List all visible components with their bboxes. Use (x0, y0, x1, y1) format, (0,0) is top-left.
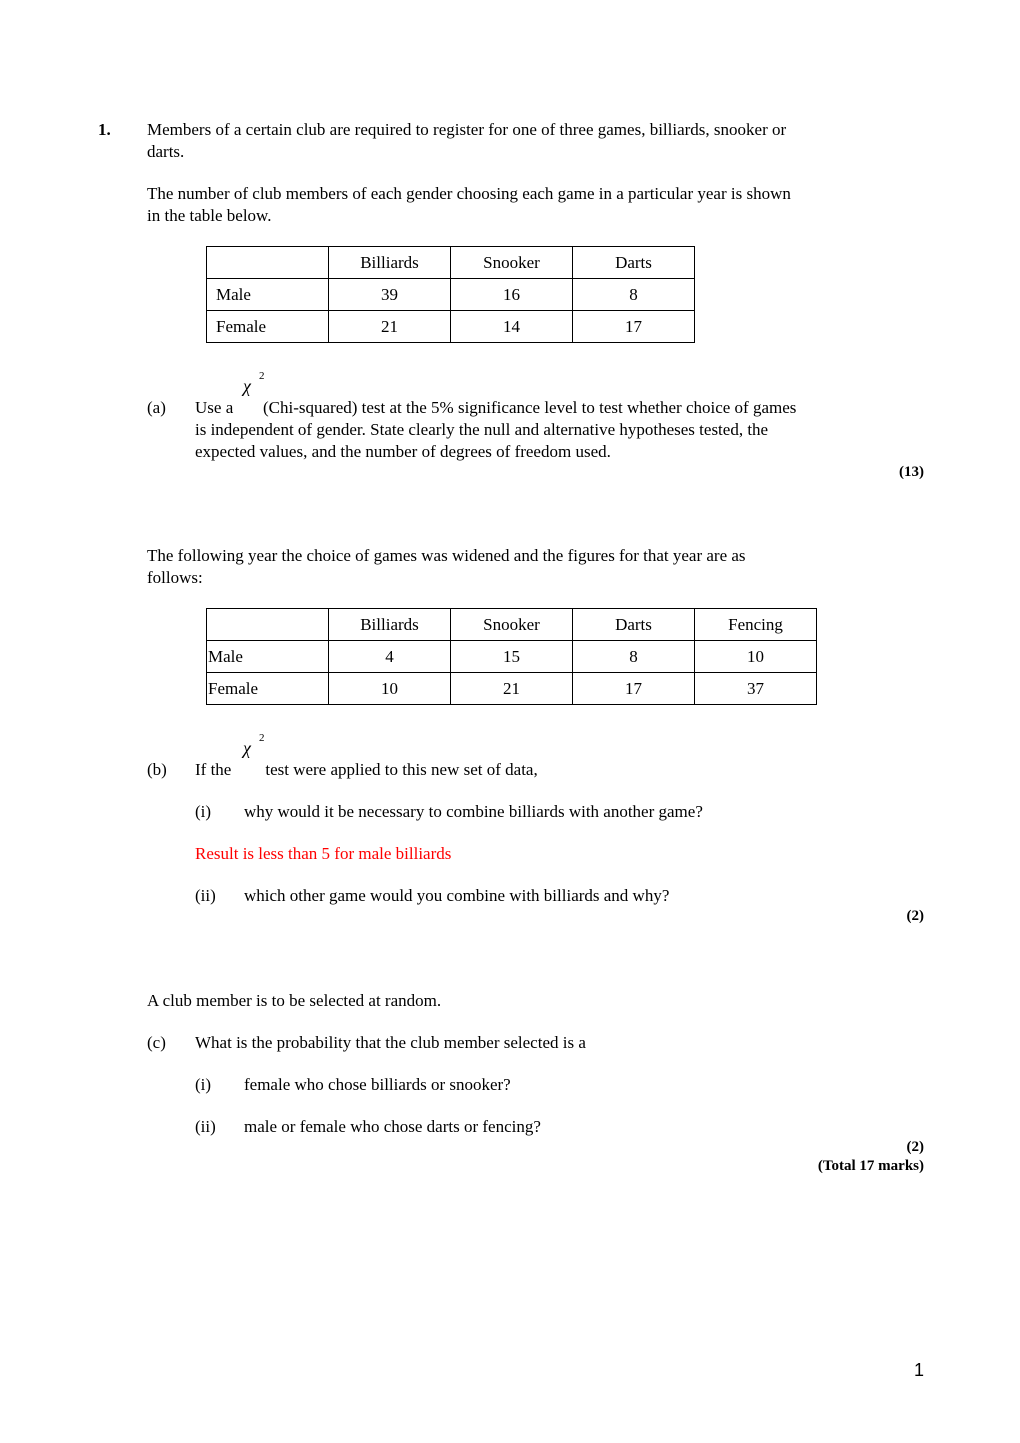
part-c-i-label: (i) (195, 1075, 212, 1094)
chi-superscript: 2 (259, 370, 265, 382)
table-row (207, 673, 817, 705)
part-a-label: (a) (147, 398, 166, 417)
table-cell: 10 (329, 673, 451, 705)
table-header-cell: Darts (573, 247, 695, 279)
following-line1: The following year the choice of games was widened and the figures for that year are as (147, 546, 746, 565)
table-intro-line1: The number of club members of each gender choosing each game in a particular year is shown (147, 184, 791, 203)
part-a-line2: is independent of gender. State clearly the null and alternative hypotheses tested, the (195, 420, 769, 439)
table-cell: 14 (451, 311, 573, 343)
total-marks: (Total 17 marks) (817, 1158, 924, 1174)
part-c-label: (c) (147, 1033, 166, 1052)
part-c-ii-text: male or female who chose darts or fencing? (244, 1117, 541, 1136)
chi-symbol: χ (243, 738, 251, 758)
table-cell: 21 (329, 311, 451, 343)
part-a-line3: expected values, and the number of degrees of freedom used. (195, 442, 611, 461)
chi-symbol: χ (243, 376, 251, 396)
part-b-text: If the test were applied to this new set of data, (195, 760, 538, 779)
table-row-label: Male (207, 279, 329, 311)
table-header-cell (207, 609, 329, 641)
part-a-line1: Use a (Chi-squared) test at the 5% significance level to test whether choice of games (195, 398, 797, 417)
widened-games-table (206, 608, 817, 705)
question-number: 1. (98, 120, 111, 139)
question-intro-line1: Members of a certain club are required to register for one of three games, billiards, snooker or (147, 120, 787, 139)
table-row-label: Male (207, 641, 329, 673)
table-header-row (207, 247, 695, 279)
page-number: 1 (913, 1360, 924, 1380)
table-intro-line2: in the table below. (147, 206, 272, 225)
table-header-cell (207, 247, 329, 279)
part-b-answer: Result is less than 5 for male billiards (195, 844, 452, 863)
table-header-cell: Fencing (695, 609, 817, 641)
part-c-marks: (2) (906, 1139, 924, 1155)
part-b-ii-text: which other game would you combine with billiards and why? (244, 886, 670, 905)
part-b-marks: (2) (906, 908, 924, 924)
table-cell: 4 (329, 641, 451, 673)
table-cell: 39 (329, 279, 451, 311)
part-b-i-label: (i) (195, 802, 212, 821)
part-c-ii-label: (ii) (195, 1117, 216, 1136)
table-cell: 15 (451, 641, 573, 673)
part-c-text: What is the probability that the club member selected is a (195, 1033, 586, 1052)
table-header-cell: Snooker (451, 247, 573, 279)
random-selection-text: A club member is to be selected at random. (147, 991, 442, 1010)
chi-superscript: 2 (259, 732, 265, 744)
table-header-cell: Billiards (329, 609, 451, 641)
following-line2: follows: (147, 568, 203, 587)
part-c-i-text: female who chose billiards or snooker? (244, 1075, 511, 1094)
part-b-i-text: why would it be necessary to combine billiards with another game? (244, 802, 703, 821)
part-b-ii-label: (ii) (195, 886, 216, 905)
table-row-label: Female (207, 673, 329, 705)
question-intro-line2: darts. (147, 142, 185, 161)
table-cell: 8 (573, 279, 695, 311)
table-header-cell: Billiards (329, 247, 451, 279)
table-header-row (207, 609, 817, 641)
table-cell: 17 (573, 311, 695, 343)
table-cell: 21 (451, 673, 573, 705)
table-header-cell: Darts (573, 609, 695, 641)
gender-games-table (206, 246, 695, 343)
table-cell: 17 (573, 673, 695, 705)
table-row-label: Female (207, 311, 329, 343)
table-cell: 8 (573, 641, 695, 673)
part-a-marks: (13) (899, 464, 924, 480)
part-b-label: (b) (147, 760, 167, 779)
table-cell: 10 (695, 641, 817, 673)
table-row (207, 641, 817, 673)
table-cell: 16 (451, 279, 573, 311)
table-row (207, 279, 695, 311)
table-cell: 37 (695, 673, 817, 705)
table-header-cell: Snooker (451, 609, 573, 641)
table-row (207, 311, 695, 343)
